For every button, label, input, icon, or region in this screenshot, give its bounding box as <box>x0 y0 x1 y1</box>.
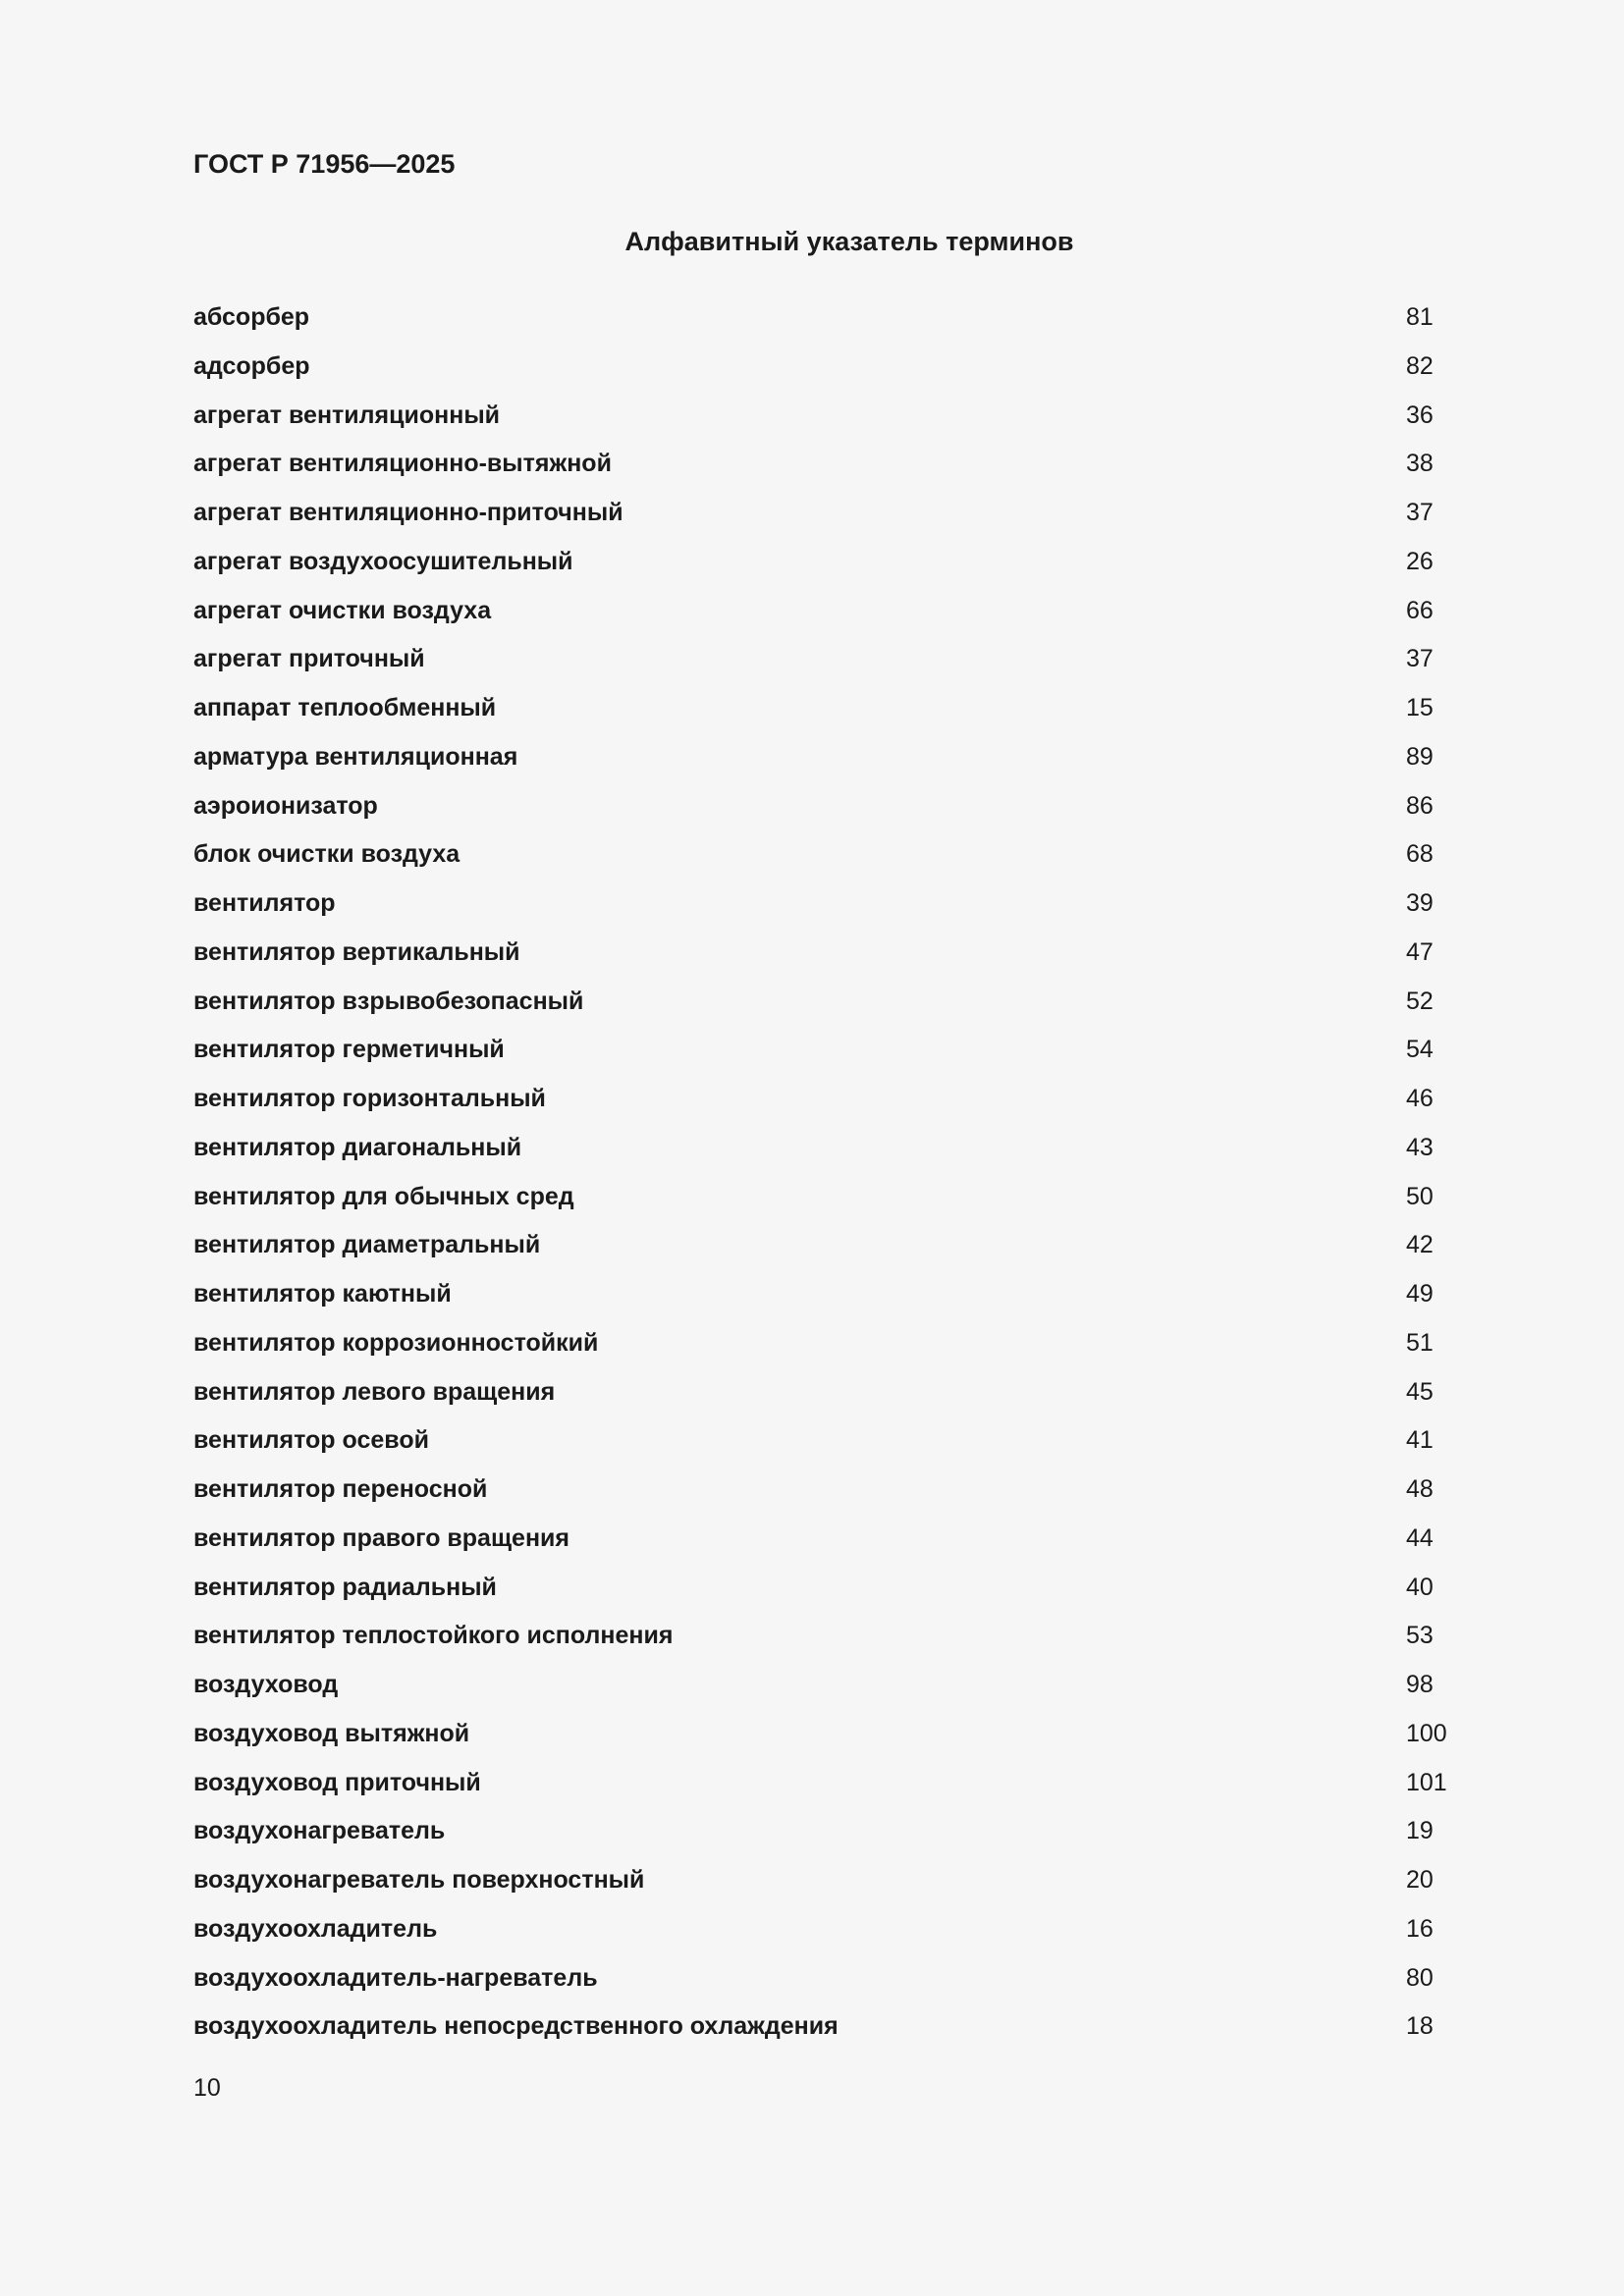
index-entry <box>193 838 1470 887</box>
index-term: воздухоохладитель <box>193 1914 438 1943</box>
index-term: агрегат очистки воздуха <box>193 596 492 624</box>
index-term: воздухонагреватель поверхностный <box>193 1866 645 1894</box>
index-entry <box>193 1424 1470 1473</box>
index-term: вентилятор для обычных сред <box>193 1182 574 1210</box>
index-term: агрегат вентиляционный <box>193 400 501 429</box>
index-entry <box>193 1718 1470 1767</box>
index-term: вентилятор осевой <box>193 1426 429 1455</box>
index-term-number: 49 <box>1406 1280 1434 1308</box>
index-entry <box>193 1229 1470 1278</box>
index-term-number: 45 <box>1406 1377 1434 1406</box>
index-entry <box>193 1962 1470 2011</box>
index-term-number: 82 <box>1406 351 1434 380</box>
index-term: воздухоохладитель непосредственного охлаждения <box>193 2012 839 2041</box>
index-term-number: 38 <box>1406 450 1434 478</box>
index-entry <box>193 790 1470 839</box>
document-code: ГОСТ Р 71956—2025 <box>193 149 456 179</box>
index-entry <box>193 595 1470 644</box>
index-term: вентилятор <box>193 889 336 917</box>
index-term: воздуховод вытяжной <box>193 1719 470 1747</box>
index-entry <box>193 1376 1470 1425</box>
index-entry <box>193 1473 1470 1522</box>
index-term-number: 101 <box>1406 1768 1447 1796</box>
index-entry <box>193 497 1470 546</box>
index-term-number: 37 <box>1406 499 1434 526</box>
index-term: вентилятор правого вращения <box>193 1523 570 1552</box>
index-term-number: 39 <box>1406 889 1434 917</box>
index-term-number: 80 <box>1406 1963 1434 1992</box>
index-term: агрегат воздухоосушительный <box>193 547 573 575</box>
index-term: аэроионизатор <box>193 791 378 820</box>
index-entry <box>193 643 1470 692</box>
index-entry <box>193 301 1470 350</box>
index-term: вентилятор левого вращения <box>193 1377 556 1406</box>
index-entry <box>193 448 1470 497</box>
index-entry <box>193 887 1470 936</box>
index-term: блок очистки воздуха <box>193 840 460 869</box>
index-entry <box>193 1572 1470 1621</box>
index-entry <box>193 1864 1470 1913</box>
index-term: вентилятор радиальный <box>193 1573 497 1601</box>
index-term-number: 43 <box>1406 1133 1434 1161</box>
index-entry <box>193 1669 1470 1718</box>
index-entry <box>193 1767 1470 1816</box>
index-term-number: 98 <box>1406 1671 1434 1698</box>
index-term: вентилятор переносной <box>193 1475 488 1503</box>
index-entry <box>193 2010 1470 2059</box>
index-term-number: 81 <box>1406 303 1434 331</box>
index-entry <box>193 986 1470 1035</box>
index-entry <box>193 400 1470 449</box>
index-term: вентилятор вертикальный <box>193 937 520 966</box>
index-term-number: 68 <box>1406 840 1434 869</box>
index-term-number: 52 <box>1406 987 1434 1015</box>
index-term: агрегат приточный <box>193 645 425 673</box>
index-term: адсорбер <box>193 351 310 380</box>
index-term-number: 18 <box>1406 2012 1434 2041</box>
index-term: вентилятор взрывобезопасный <box>193 987 584 1015</box>
page-number: 10 <box>193 2074 221 2102</box>
index-entry <box>193 741 1470 790</box>
index-term-number: 89 <box>1406 742 1434 771</box>
index-term-number: 51 <box>1406 1328 1434 1357</box>
index-term-number: 44 <box>1406 1523 1434 1552</box>
index-term: аппарат теплообменный <box>193 694 497 721</box>
index-entry <box>193 1522 1470 1572</box>
index-term: вентилятор каютный <box>193 1280 452 1308</box>
index-term: вентилятор диагональный <box>193 1133 522 1161</box>
index-term: вентилятор герметичный <box>193 1036 505 1064</box>
index-term-number: 100 <box>1406 1719 1447 1747</box>
index-entry <box>193 1620 1470 1669</box>
index-term-number: 66 <box>1406 596 1434 624</box>
index-entry <box>193 1327 1470 1376</box>
index-entry <box>193 692 1470 741</box>
index-entry <box>193 1034 1470 1083</box>
index-term: воздуховод <box>193 1671 339 1698</box>
index-term-number: 26 <box>1406 547 1434 575</box>
index-term: вентилятор диаметральный <box>193 1231 541 1259</box>
index-term: воздуховод приточный <box>193 1768 481 1796</box>
index-entry <box>193 350 1470 400</box>
index-entry <box>193 1132 1470 1181</box>
index-term-number: 54 <box>1406 1036 1434 1064</box>
index-entry <box>193 1181 1470 1230</box>
index-term: агрегат вентиляционно-вытяжной <box>193 450 612 478</box>
index-term-number: 16 <box>1406 1914 1434 1943</box>
index-term-number: 15 <box>1406 694 1434 721</box>
index-entry <box>193 1278 1470 1327</box>
index-entry <box>193 1083 1470 1132</box>
index-entry <box>193 1913 1470 1962</box>
index-title: Алфавитный указатель терминов <box>624 227 1074 256</box>
index-term-number: 50 <box>1406 1182 1434 1210</box>
index-term-number: 53 <box>1406 1622 1434 1650</box>
index-term: воздухонагреватель <box>193 1817 446 1845</box>
index-term: агрегат вентиляционно-приточный <box>193 499 623 526</box>
index-term-number: 42 <box>1406 1231 1434 1259</box>
index-term-number: 37 <box>1406 645 1434 673</box>
index-term-number: 46 <box>1406 1085 1434 1112</box>
index-term: абсорбер <box>193 303 310 331</box>
index-entry <box>193 546 1470 595</box>
index-term-number: 19 <box>1406 1817 1434 1845</box>
index-entry <box>193 1815 1470 1864</box>
index-term-number: 86 <box>1406 791 1434 820</box>
term-index-list <box>193 301 1470 2059</box>
index-term: вентилятор теплостойкого исполнения <box>193 1622 674 1650</box>
index-term-number: 41 <box>1406 1426 1434 1455</box>
index-term: арматура вентиляционная <box>193 742 518 771</box>
index-term-number: 48 <box>1406 1475 1434 1503</box>
index-term-number: 40 <box>1406 1573 1434 1601</box>
index-term-number: 47 <box>1406 937 1434 966</box>
index-term: воздухоохладитель-нагреватель <box>193 1963 598 1992</box>
index-term: вентилятор коррозионностойкий <box>193 1328 599 1357</box>
index-entry <box>193 936 1470 986</box>
index-term-number: 36 <box>1406 400 1434 429</box>
index-term: вентилятор горизонтальный <box>193 1085 546 1112</box>
index-term-number: 20 <box>1406 1866 1434 1894</box>
